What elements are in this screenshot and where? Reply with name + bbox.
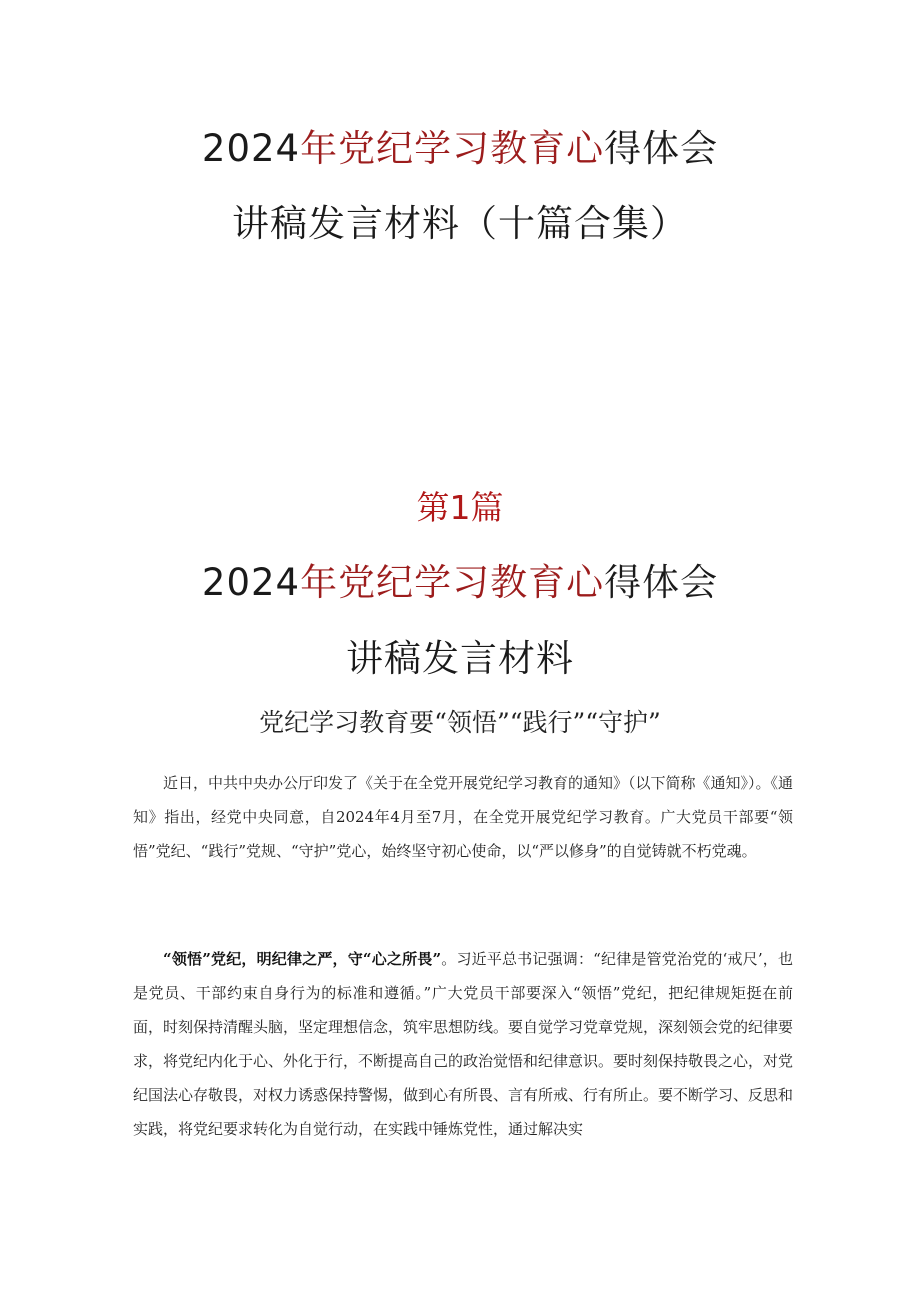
article-title-tail: 得体会 xyxy=(604,561,719,604)
body-paragraph-2 xyxy=(133,942,793,1146)
article-title-line2: 讲稿发言材料 xyxy=(346,637,574,680)
cover-title-red: 年党纪学习教育心 xyxy=(300,127,605,170)
article-title-line1 xyxy=(0,552,920,606)
cover-title-line2: 讲稿发言材料（十篇合集） xyxy=(232,202,688,245)
body-paragraph-1: 近日，中共中央办公厅印发了《关于在全党开展党纪学习教育的通知》（以下简称《通知》）。《通知》指出，经党中央同意，自2024年4月至7月，在全党开展党纪学习教育。广大党员干部要“领悟”党纪、“践行”党规、“守护”党心，始终坚守初心使命，以“严以修身”的自觉铸就不朽党魂。 xyxy=(133,774,794,860)
cover-title-line1 xyxy=(0,118,920,172)
cover-title-year: 2024 xyxy=(201,127,301,170)
article-title-red: 年党纪学习教育心 xyxy=(300,561,605,604)
article-title-year: 2024 xyxy=(201,561,301,604)
paragraph-2-heading: “领悟”党纪，明纪律之严，守“心之所畏” xyxy=(163,950,442,968)
paragraph-2-text: 。习近平总书记强调：“纪律是管党治党的‘戒尺’，也是党员、干部约束自身行为的标准和遵循。”广大党员干部要深入“领悟”党纪，把纪律规矩挺在前面，时刻保持清醒头脑，坚定理想信念，筑牢思想防线。要自觉学习党章党规，深刻领会党的纪律要求，将党纪内化于心、外化于行，不断提高自己的政治觉悟和纪律意识。要时刻保持敬畏之心，对党纪国法心存敬畏，对权力诱惑保持警惕，做到心有所畏、言有所戒、行有所止。要不断学习、反思和实践，将党纪要求转化为自觉行动，在实践中锤炼党性，通过解决实 xyxy=(133,950,794,1138)
cover-title-tail: 得体会 xyxy=(604,127,719,170)
chapter-heading: 第1篇 xyxy=(416,488,504,527)
article-subtitle: 党纪学习教育要“领悟”“践行”“守护” xyxy=(259,708,661,737)
